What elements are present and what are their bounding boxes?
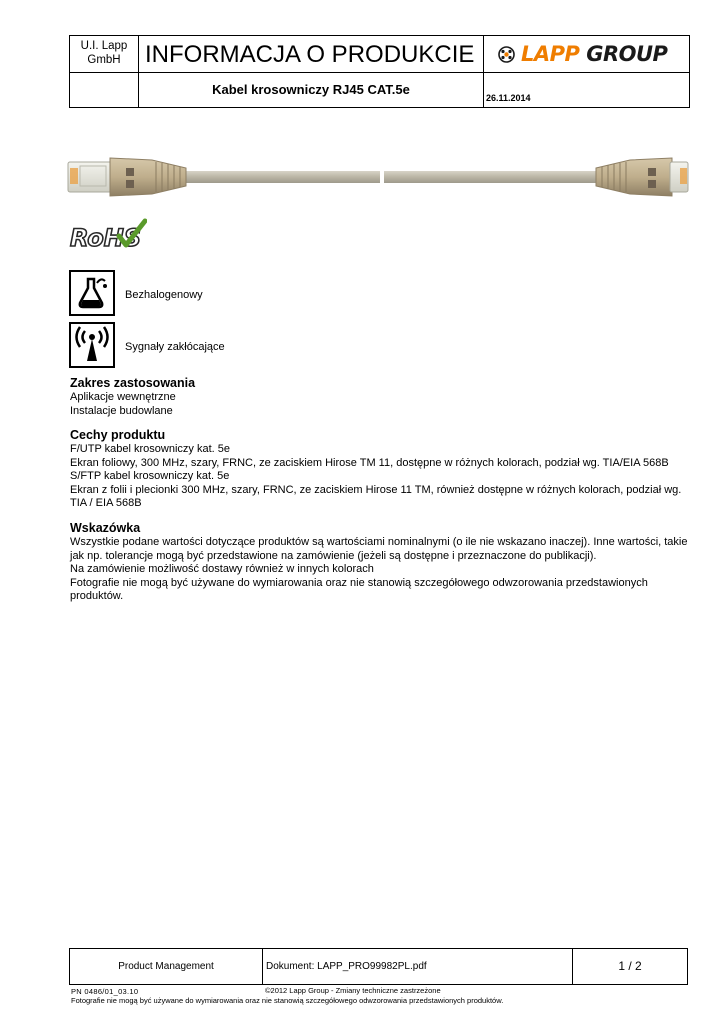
application-line: Aplikacje wewnętrzne xyxy=(70,391,176,403)
company-cell xyxy=(70,36,139,73)
features-line: Ekran foliowy, 300 MHz, szary, FRNC, ze zaciskiem Hirose TM 11, dostępne w różnych kolorach, podział wg. TIA/EIA 568B xyxy=(70,456,669,469)
application-section xyxy=(70,375,690,418)
product-name: Kabel krosowniczy RJ45 CAT.5e xyxy=(139,73,484,108)
application-heading: Zakres zastosowania xyxy=(70,376,196,390)
company-line2: GmbH xyxy=(87,54,121,66)
lapp-group-logo xyxy=(484,36,690,73)
features-line: Ekran z folii i plecionki 300 MHz, szary, FRNC, ze zaciskiem Hirose 11 TM, również dostępne w różnych kolorach, podział wg. TIA / EIA 568B xyxy=(70,483,682,509)
footer-copyright: ©2012 Lapp Group - Zmiany techniczne zastrzeżone xyxy=(265,986,441,995)
note-line: Wszystkie podane wartości dotyczące produktów są wartościami nominalnymi (o ile nie wskazano inaczej). Inne wartości, takie jak np. tolerancje mogą być przedstawione na zamówienie (jeżeli są dostępne i przeznaczone do publikacji). xyxy=(70,536,688,562)
logo-wordmark: LAPP GROUP xyxy=(521,42,668,66)
footer-code: PN 0486/01_03.10 xyxy=(71,987,139,996)
footer-table xyxy=(69,948,688,985)
note-section xyxy=(70,520,690,604)
note-heading: Wskazówka xyxy=(70,521,141,535)
interference-signal-icon xyxy=(69,322,115,368)
footer-document: Dokument: LAPP_PRO99982PL.pdf xyxy=(263,949,573,984)
features-section xyxy=(70,427,690,511)
property-label-interference: Sygnały zakłócające xyxy=(125,341,225,353)
lapp-cable-logo-icon xyxy=(498,46,515,63)
features-line: F/UTP kabel krosowniczy kat. 5e xyxy=(70,443,230,455)
rohs-logo xyxy=(69,218,147,252)
page-title: INFORMACJA O PRODUKCIE xyxy=(139,36,484,73)
svg-text:RoHS: RoHS xyxy=(70,224,142,252)
page-number: 1 / 2 xyxy=(618,959,642,973)
note-line: Fotografie nie mogą być używane do wymiarowania oraz nie stanowią szczegółowego odwzorowania przedstawionych produktów. xyxy=(70,576,648,602)
property-label-halogen-free: Bezhalogenowy xyxy=(125,289,203,301)
features-line: S/FTP kabel krosowniczy kat. 5e xyxy=(70,470,230,482)
note-line: Na zamówienie możliwość dostawy również w innych kolorach xyxy=(70,563,374,575)
features-heading: Cechy produktu xyxy=(70,428,166,442)
application-line: Instalacje budowlane xyxy=(70,404,173,417)
halogen-free-flask-icon xyxy=(69,270,115,316)
company-line1: U.I. Lapp xyxy=(80,40,128,52)
header-table xyxy=(69,35,690,108)
header-empty-cell xyxy=(70,73,139,108)
footer-department: Product Management xyxy=(70,949,263,984)
patch-cable-image xyxy=(66,150,690,208)
footer-disclaimer: Fotografie nie mogą być używane do wymiarowania oraz nie stanowią szczegółowego odwzorowania przedstawionych produktów. xyxy=(71,996,504,1005)
document-date: 26.11.2014 xyxy=(486,93,531,103)
